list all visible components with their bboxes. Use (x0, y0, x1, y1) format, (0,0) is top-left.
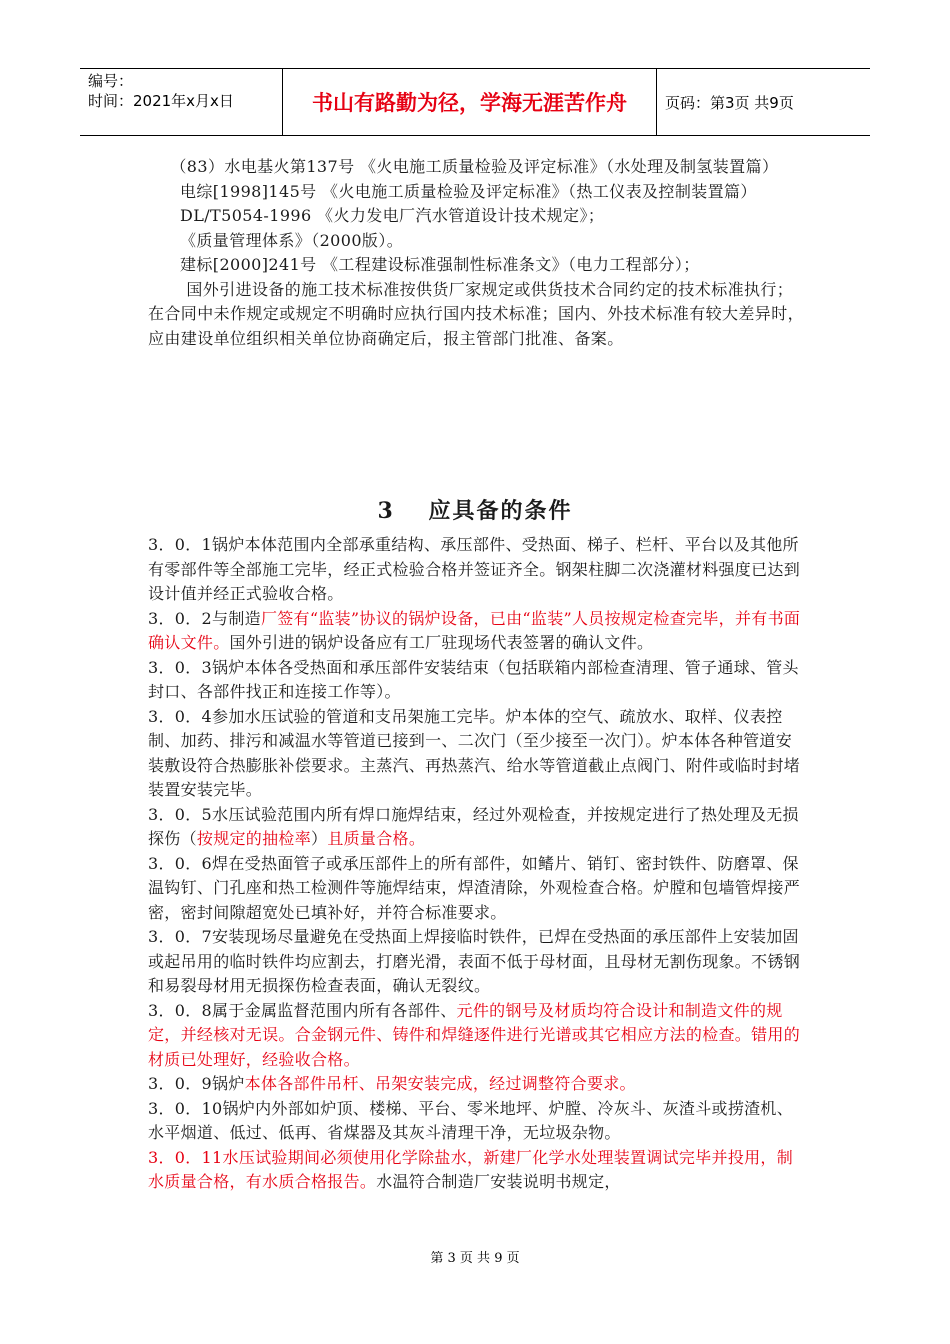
condition-item (148, 656, 808, 705)
header-meta (80, 69, 282, 135)
reference-standards (148, 155, 808, 351)
item-text: 3．0．9锅炉 (148, 1074, 245, 1093)
header-motto: 书山有路勤为径，学海无涯苦作舟 (282, 69, 657, 135)
highlighted-text: 本体各部件吊杆、吊架安装完成，经过调整符合要求。 (244, 1074, 636, 1093)
item-text: 国外引进的锅炉设备应有工厂驻现场代表签署的确认文件。 (229, 633, 654, 652)
item-text: 3．0．7安装现场尽量避免在受热面上焊接临时铁件，已焊在受热面的承压部件上安装加固或起吊用的临时铁件均应割去，打磨光滑，表面不低于母材面，且母材无割伤现象。不锈钢和易裂母材用无损探伤检查表面，确认无裂纹。 (148, 927, 801, 995)
item-text: 3．0．10锅炉内外部如炉顶、楼梯、平台、零米地坪、炉膛、冷灰斗、灰渣斗或捞渣机、水平烟道、低过、低再、省煤器及其灰斗清理干净，无垃圾杂物。 (148, 1098, 794, 1142)
reference-paragraph: （83）水电基火第137号 《火电施工质量检验及评定标准》（水处理及制氢装置篇） (170, 157, 779, 176)
condition-item (148, 999, 808, 1073)
section-heading: 3 应具备的条件 (377, 498, 573, 524)
reference-paragraph: DL/T5054-1996 《火力发电厂汽水管道设计技术规定》； (180, 206, 605, 225)
item-text: 3．0．8属于金属监督范围内所有各部件、 (148, 1000, 457, 1020)
condition-item (148, 607, 808, 656)
item-text: 3．0．4参加水压试验的管道和支吊架施工完毕。炉本体的空气、疏放水、取样、仪表控制、加药、排污和减温水等管道已接到一、二次门（至少接至一次门）。炉本体各种管道安装敷设符合热膨胀补偿要求。主蒸汽、再热蒸汽、给水等管道截止点阀门、附件或临时封堵装置安装完毕。 (148, 706, 801, 799)
highlighted-text: 元件的钢号及材质均符合设计和制造文件的规定，并经核对无误。合金钢元件、铸件和焊缝逐件进行光谱或其它相应方法的检查。错用的材质已处理好，经验收合格。 (148, 1000, 801, 1069)
document-number-label: 编号： (88, 72, 134, 90)
reference-paragraph: 电综[1998]145号 《火电施工质量检验及评定标准》（热工仪表及控制装置篇） (180, 181, 757, 201)
highlighted-text: 且质量合格。 (327, 829, 426, 848)
condition-item (148, 705, 808, 803)
item-text: 3．0．3锅炉本体各受热面和承压部件安装结束（包括联箱内部检查清理、管子通球、管头封口、各部件找正和连接工作等）。 (148, 657, 799, 701)
item-text: 3．0．1锅炉本体范围内全部承重结构、承压部件、受热面、梯子、栏杆、平台以及其他所有零部件等全部施工完毕，经正式检验合格并签证齐全。钢架柱脚二次浇灌材料强度已达到设计值并经正式验收合格。 (148, 535, 801, 603)
page-footer: 第 3 页 共 9 页 (430, 1251, 520, 1266)
condition-item (148, 1072, 808, 1097)
item-text: 3．0．5水压试验范围内所有焊口施焊结束，经过外观检查，并按规定进行了热处理及无损探伤（ (148, 804, 799, 848)
page-header (80, 68, 870, 136)
item-text: 3．0．6焊在受热面管子或承压部件上的所有部件，如鳍片、销钉、密封铁件、防磨罩、保温钩钉、门孔座和热工检测件等施焊结束，焊渣清除，外观检查合格。炉膛和包墙管焊接严密，密封间隙超宽处已填补好，并符合标准要求。 (148, 853, 801, 922)
condition-item (148, 925, 808, 999)
reference-paragraph: 《质量管理体系》（2000版）。 (180, 230, 404, 250)
condition-item (148, 1097, 808, 1146)
conditions-list (148, 533, 808, 1195)
condition-item (148, 803, 808, 852)
highlighted-text: 厂签有“监装”协议的锅炉设备，已由“监装”人员按规定检查完毕，并有书面确认文件。 (148, 608, 801, 652)
reference-paragraph: 国外引进设备的施工技术标准按供货厂家规定或供货技术合同约定的技术标准执行；在合同中未作规定或规定不明确时应执行国内技术标准；国内、外技术标准有较大差异时，应由建设单位组织相关单位协商确定后，报主管部门批准、备案。 (148, 279, 805, 348)
header-page-info: 页码：第3页 共9页 (665, 93, 794, 112)
item-text: ） (311, 829, 328, 848)
condition-item (148, 1146, 808, 1195)
reference-paragraph: 建标[2000]241号 《工程建设标准强制性标准条文》（电力工程部分）； (180, 255, 700, 274)
condition-item (148, 533, 808, 607)
item-text: 水温符合制造厂安装说明书规定， (376, 1172, 621, 1191)
condition-item (148, 852, 808, 926)
item-text: 3．0．2与制造 (148, 608, 261, 628)
highlighted-text: 按规定的抽检率 (196, 829, 312, 848)
highlighted-text: 3．0．11 (148, 1147, 223, 1167)
document-time: 时间：2021年x月x日 (88, 92, 234, 110)
highlighted-text: 水压试验期间必须使用化学除盐水，新建厂化学水处理装置调试完毕并投用，制水质量合格，有水质合格报告。 (148, 1147, 794, 1191)
